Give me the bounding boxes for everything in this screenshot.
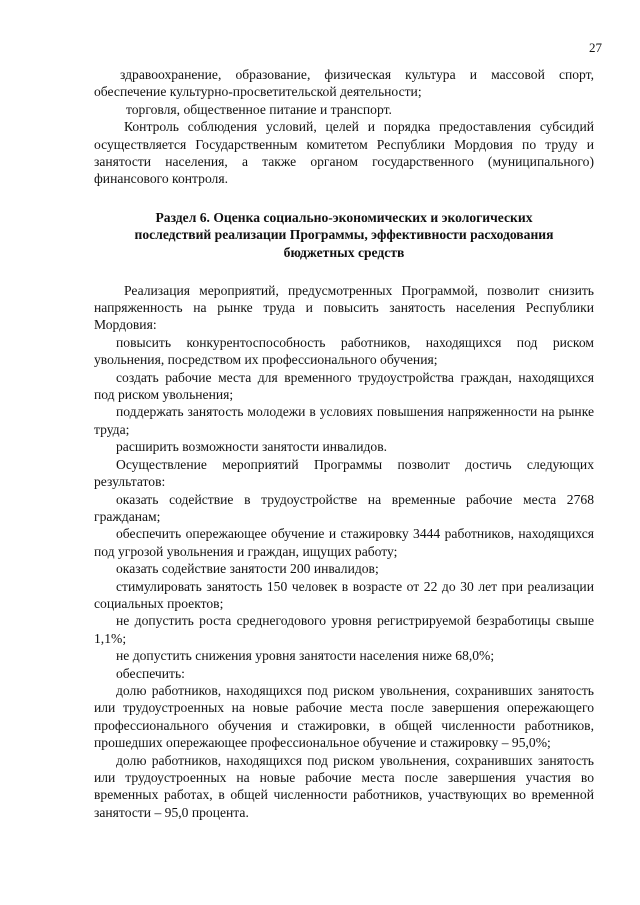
body-paragraph: поддержать занятость молодежи в условиях повышения напряженности на рынке труда; [94,404,594,437]
body-paragraph: оказать содействие в трудоустройстве на временные рабочие места 2768 гражданам; [94,491,594,524]
section-heading [94,209,594,262]
body-paragraph: Реализация мероприятий, предусмотренных Программой, позволит снизить напряженность на рынке труда и повысить занятость населения Республики Мордовия: [94,282,594,333]
body-paragraph: расширить возможности занятости инвалидов. [116,439,388,455]
intro-paragraph: Контроль соблюдения условий, целей и порядка предоставления субсидий осуществляется Государственным комитетом Республики Мордовия по труду и занятости населения, а также органом государственного (муниципального) финансового контроля. [94,119,594,187]
body-paragraph: оказать содействие занятости 200 инвалидов; [116,561,379,577]
body-paragraph: повысить конкурентоспособность работников, находящихся под риском увольнения, посредством их профессионального обучения; [94,334,594,368]
intro-paragraph: торговля, общественное питание и транспорт. [126,101,392,117]
body-paragraph: долю работников, находящихся под риском увольнения, сохранивших занятость или трудоустроенных на новые рабочие места после завершения участия во временных работах, в общей численности работников, участвующих во временной занятости – 95,0 процента. [94,752,594,820]
section-heading-line: Раздел 6. Оценка социально-экономических и экологических [155,209,533,225]
intro-paragraph: здравоохранение, образование, физическая культура и массовой спорт, обеспечение культурно-просветительской деятельности; [94,67,594,100]
body-paragraph: стимулировать занятость 150 человек в возрасте от 22 до 30 лет при реализации социальных проектов; [94,578,594,611]
page-number: 27 [589,40,602,55]
section-heading-line: последствий реализации Программы, эффективности расходования [134,227,554,243]
body-paragraph: обеспечить опережающее обучение и стажировку 3444 работников, находящихся под угрозой увольнения и граждан, ищущих работу; [94,526,594,559]
body-paragraph: обеспечить: [116,665,185,681]
body-paragraph: не допустить роста среднегодового уровня регистрируемой безработицы свыше 1,1%; [94,613,594,646]
body-paragraph: создать рабочие места для временного трудоустройства граждан, находящихся под риском увольнения; [94,369,594,403]
body-paragraph: Осуществление мероприятий Программы позволит достичь следующих результатов: [94,456,594,490]
section-heading-line: бюджетных средств [283,245,405,261]
document-body [94,66,594,821]
body-paragraph: не допустить снижения уровня занятости населения ниже 68,0%; [116,648,495,664]
body-paragraph: долю работников, находящихся под риском увольнения, сохранивших занятость или трудоустроенных на новые рабочие места после завершения опережающего профессионального обучения и стажировки, в общей численности работников, прошедших опережающее профессиональное обучение и стажировку – 95,0%; [94,682,594,751]
